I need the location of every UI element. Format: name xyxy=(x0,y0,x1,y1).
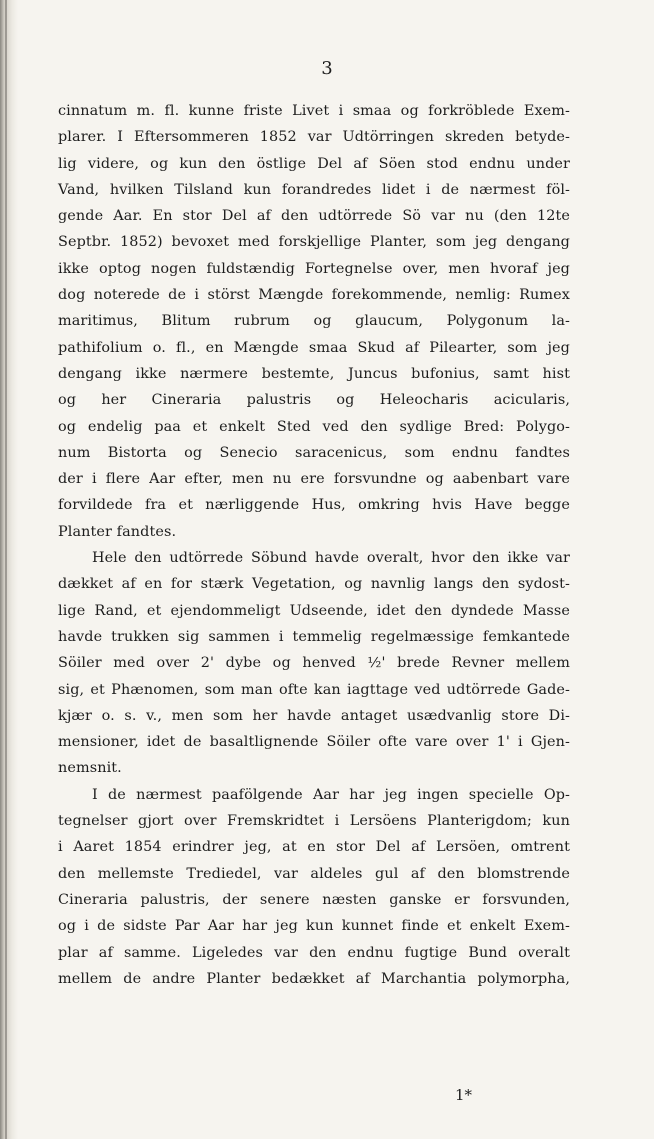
text-line: i Aaret 1854 erindrer jeg, at en stor Del af Lersöen, omtrent xyxy=(58,839,570,856)
text-line: mellem de andre Planter bedækket af Marchantia polymorpha, xyxy=(58,970,570,987)
text-line: cinnatum m. fl. kunne friste Livet i smaa og forkröblede Exem- xyxy=(58,103,570,119)
text-line: num Bistorta og Senecio saracenicus, som endnu fandtes xyxy=(58,444,570,461)
text-line: nemsnit. xyxy=(58,760,122,777)
page-number: 3 xyxy=(321,58,333,79)
text-line: plar af samme. Ligeledes var den endnu fugtige Bund overalt xyxy=(58,944,570,961)
page-binding-shadow xyxy=(0,0,18,1139)
text-line: ikke optog nogen fuldstændig Fortegnelse over, men hvoraf jeg xyxy=(58,260,570,277)
text-line: dækket af en for stærk Vegetation, og navnlig langs den sydost- xyxy=(58,576,570,593)
text-line: Planter fandtes. xyxy=(58,523,177,540)
text-line: I de nærmest paafölgende Aar har jeg ingen specielle Op- xyxy=(92,786,570,803)
body-text xyxy=(58,98,570,992)
text-line: lig videre, og kun den östlige Del af Söen stod endnu under xyxy=(58,155,570,172)
text-line: sig, et Phænomen, som man ofte kan iagttage ved udtörrede Gade- xyxy=(58,681,570,698)
text-line: Vand, hvilken Tilsland kun forandredes lidet i de nærmest föl- xyxy=(58,181,570,198)
text-line: Septbr. 1852) bevoxet med forskjellige Planter, som jeg dengang xyxy=(58,234,570,251)
text-line: tegnelser gjort over Fremskridtet i Lersöens Planterigdom; kun xyxy=(58,813,570,830)
text-line: og her Cineraria palustris og Heleocharis acicularis, xyxy=(58,392,570,409)
text-line: Hele den udtörrede Söbund havde overalt, hvor den ikke var xyxy=(92,550,570,567)
text-line: plarer. I Eftersommeren 1852 var Udtörringen skreden betyde- xyxy=(58,129,570,146)
text-line: mensioner, idet de basaltlignende Söiler ofte vare over 1' i Gjen- xyxy=(58,734,570,751)
text-line: forvildede fra et nærliggende Hus, omkring hvis Have begge xyxy=(58,497,570,514)
text-line: lige Rand, et ejendommeligt Udseende, idet den dyndede Masse xyxy=(58,602,570,619)
text-line: dog noterede de i störst Mængde forekommende, nemlig: Rumex xyxy=(58,287,570,304)
text-line: og endelig paa et enkelt Sted ved den sydlige Bred: Polygo- xyxy=(58,418,570,435)
text-line: pathifolium o. fl., en Mængde smaa Skud af Pilearter, som jeg xyxy=(58,339,570,356)
text-line: dengang ikke nærmere bestemte, Juncus bufonius, samt hist xyxy=(58,365,570,382)
text-line: maritimus, Blitum rubrum og glaucum, Polygonum la- xyxy=(58,313,570,330)
text-line: havde trukken sig sammen i temmelig regelmæssige femkantede xyxy=(58,628,570,645)
text-line: der i flere Aar efter, men nu ere forsvundne og aabenbart vare xyxy=(58,471,570,488)
signature-mark: 1* xyxy=(455,1086,473,1104)
text-line: Söiler med over 2' dybe og henved ½' brede Revner mellem xyxy=(58,655,570,672)
text-line: og i de sidste Par Aar har jeg kun kunnet finde et enkelt Exem- xyxy=(58,918,570,935)
text-line: gende Aar. En stor Del af den udtörrede Sö var nu (den 12te xyxy=(58,208,570,225)
binding-edge-line xyxy=(5,0,7,1139)
text-line: kjær o. s. v., men som her havde antaget usædvanlig store Di- xyxy=(58,707,570,724)
text-line: den mellemste Trediedel, var aldeles gul af den blomstrende xyxy=(58,865,570,882)
text-line: Cineraria palustris, der senere næsten ganske er forsvunden, xyxy=(58,891,570,908)
